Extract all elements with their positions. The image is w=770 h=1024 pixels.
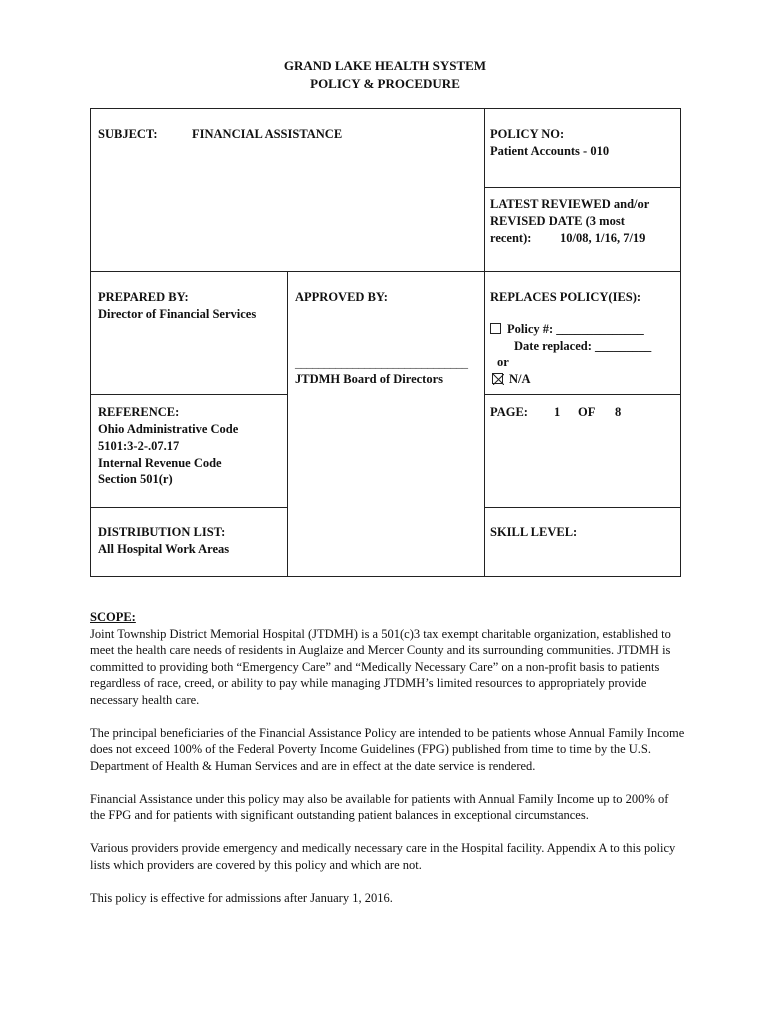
page-number: 1: [554, 405, 561, 419]
approved-value: JTDMH Board of Directors: [295, 372, 444, 386]
approved-label: APPROVED BY:: [295, 290, 388, 304]
distribution-value: All Hospital Work Areas: [98, 542, 230, 556]
or-text: or: [497, 355, 509, 369]
policy-no-value: Patient Accounts - 010: [490, 144, 610, 158]
divider: [484, 507, 680, 508]
policy-info-table: [90, 108, 681, 577]
subject-value: FINANCIAL ASSISTANCE: [192, 127, 343, 141]
na-checkbox[interactable]: [492, 373, 503, 384]
prepared-label: PREPARED BY:: [98, 290, 189, 304]
divider: [91, 394, 287, 395]
divider: [287, 271, 288, 576]
distribution-label: DISTRIBUTION LIST:: [98, 525, 226, 539]
reference-line: Ohio Administrative Code: [98, 422, 239, 436]
scope-heading: SCOPE:: [90, 610, 136, 624]
policy-checkbox[interactable]: [490, 323, 501, 334]
policy-number-field: Policy #: ______________: [507, 322, 644, 336]
page-label: PAGE:: [490, 405, 528, 419]
policy-body: [90, 609, 685, 923]
reviewed-label-2: REVISED DATE (3 most: [490, 214, 625, 228]
divider: [91, 271, 680, 272]
reviewed-label-3: recent):: [490, 231, 532, 245]
divider: [484, 394, 680, 395]
reviewed-dates: 10/08, 1/16, 7/19: [560, 231, 646, 245]
na-label: N/A: [509, 372, 531, 386]
reference-line: Section 501(r): [98, 472, 173, 486]
signature-line: ______________________________: [295, 356, 468, 370]
skill-level-label: SKILL LEVEL:: [490, 525, 578, 539]
divider: [484, 109, 485, 576]
document-header: [0, 57, 770, 93]
org-name: GRAND LAKE HEALTH SYSTEM: [283, 58, 487, 73]
providers-paragraph: Various providers provide emergency and medically necessary care in the Hospital facility. Appendix A to this policy lists which providers are covered by this policy and which are not.: [90, 841, 676, 872]
page-of: OF: [578, 405, 596, 419]
eligibility-paragraph: Financial Assistance under this policy may also be available for patients with Annual Family Income up to 200% of the FPG and for patients with significant outstanding patient balances in exceptional circumstances.: [90, 791, 669, 822]
beneficiaries-paragraph: The principal beneficiaries of the Financial Assistance Policy are intended to be patients whose Annual Family Income does not exceed 100% of the Federal Poverty Income Guidelines (FPG) published from time to time by the U.S. Department of Health & Human Services and are in effect at the date service is rendered.: [90, 725, 685, 773]
reviewed-label-1: LATEST REVIEWED and/or: [490, 197, 650, 211]
scope-paragraph: Joint Township District Memorial Hospital (JTDMH) is a 501(c)3 tax exempt charitable organization, established to meet the health care needs of residents in Auglaize and Mercer County and its surrounding communities. JTDMH is committed to providing both “Emergency Care” and “Medically Necessary Care” on a non-profit basis to patients regardless of race, creed, or ability to pay while managing JTDMH’s limited resources to appropriately provide necessary health care.: [90, 626, 671, 707]
effective-date-paragraph: This policy is effective for admissions after January 1, 2016.: [90, 890, 393, 905]
divider: [91, 507, 287, 508]
na-row: [492, 371, 531, 388]
policy-no-label: POLICY NO:: [490, 127, 565, 141]
page-total: 8: [615, 405, 622, 419]
reference-line: Internal Revenue Code: [98, 456, 222, 470]
replaces-label: REPLACES POLICY(IES):: [490, 290, 642, 304]
checked-x-icon: [493, 374, 504, 385]
reference-line: 5101:3-2-.07.17: [98, 439, 180, 453]
prepared-value: Director of Financial Services: [98, 307, 257, 321]
reference-label: REFERENCE:: [98, 405, 180, 419]
divider: [484, 187, 680, 188]
subject-label: SUBJECT:: [98, 127, 158, 141]
policy-number-row: [490, 321, 644, 338]
doc-type: POLICY & PROCEDURE: [310, 76, 460, 91]
date-replaced-field: Date replaced: _________: [514, 339, 652, 353]
